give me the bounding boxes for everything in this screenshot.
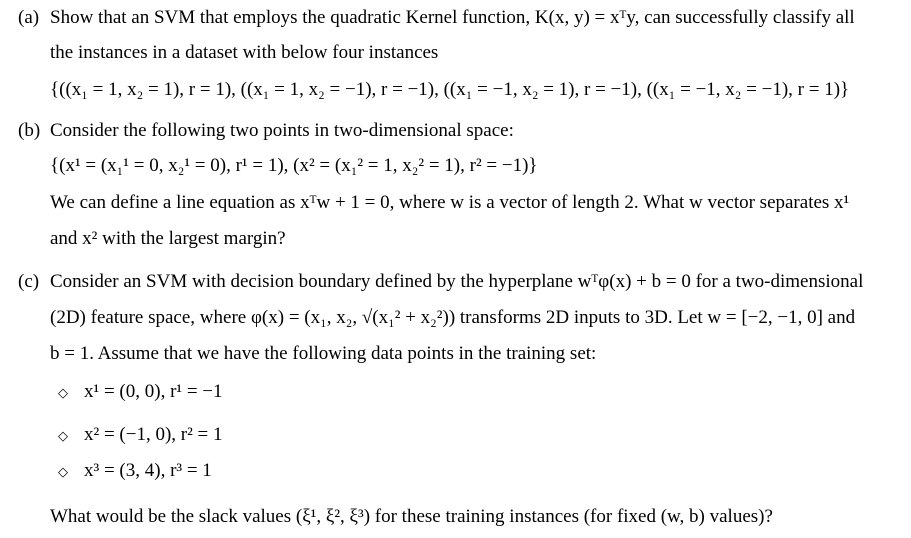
part-c-point-1: x¹ = (0, 0), r¹ = −1 xyxy=(84,381,223,402)
part-b-points: {(x¹ = (x₁¹ = 0, x₂¹ = 0), r¹ = 1), (x² = (x₁² = 1, x₂² = 1), r² = −1)} xyxy=(50,155,538,176)
part-c-line-1: Consider an SVM with decision boundary defined by the hyperplane wᵀφ(x) + b = 0 for a two-dimensional xyxy=(50,271,864,292)
part-c-line-2: (2D) feature space, where φ(x) = (x₁, x₂, √(x₁² + x₂²)) transforms 2D inputs to 3D. Let w = [−2, −1, 0] and xyxy=(50,307,856,328)
part-b-label: (b) xyxy=(18,120,41,141)
part-c-point-2: x² = (−1, 0), r² = 1 xyxy=(84,424,223,445)
part-a-line-2: the instances in a dataset with below four instances xyxy=(50,42,439,63)
part-a-label: (a) xyxy=(18,7,40,28)
part-a-line-1: Show that an SVM that employs the quadratic Kernel function, K(x, y) = xᵀy, can successfully classify all xyxy=(50,7,855,28)
bullet-icon: ◇ xyxy=(58,386,68,401)
part-c-label: (c) xyxy=(18,271,40,292)
part-a-dataset: {((x₁ = 1, x₂ = 1), r = 1), ((x₁ = 1, x₂ = −1), r = −1), ((x₁ = −1, x₂ = 1), r = −1), ((x₁ = −1, x₂ = −1), r = 1)} xyxy=(50,79,850,100)
part-b-line-3: We can define a line equation as xᵀw + 1 = 0, where w is a vector of length 2. What w vector separates x¹ xyxy=(50,192,850,213)
bullet-icon: ◇ xyxy=(58,429,68,444)
part-c-question: What would be the slack values (ξ¹, ξ², ξ³) for these training instances (for fixed (w, b) values)? xyxy=(50,506,773,527)
part-c-point-3: x³ = (3, 4), r³ = 1 xyxy=(84,460,212,481)
part-b-line-4: and x² with the largest margin? xyxy=(50,228,286,249)
part-c-line-3: b = 1. Assume that we have the following data points in the training set: xyxy=(50,343,597,364)
part-b-line-1: Consider the following two points in two-dimensional space: xyxy=(50,120,514,141)
bullet-icon: ◇ xyxy=(58,465,68,480)
